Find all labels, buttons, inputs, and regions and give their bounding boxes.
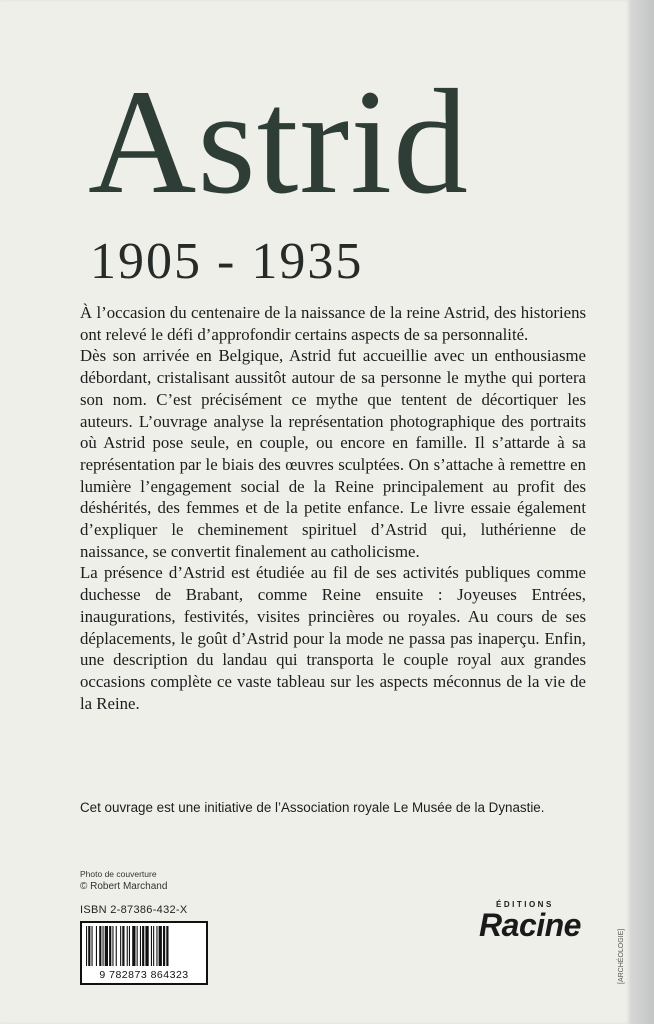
collection-mark-text: [ARCHÉOLOGIE] — [618, 928, 625, 984]
barcode-bar — [88, 926, 90, 966]
barcode-bar — [137, 926, 138, 966]
barcode-bar — [140, 926, 141, 966]
barcode-bar — [156, 926, 157, 966]
barcode-bar — [109, 926, 111, 966]
blurb — [80, 302, 586, 714]
barcode-bars — [86, 926, 202, 966]
barcode-bar — [127, 926, 128, 966]
barcode-bar — [96, 926, 97, 966]
publisher-editions: ÉDITIONS — [496, 900, 554, 909]
photo-credit-label: Photo de couverture — [80, 869, 157, 879]
barcode-bar — [92, 926, 93, 966]
barcode-bar — [159, 926, 162, 966]
barcode-bar — [105, 926, 108, 966]
collection-mark — [618, 912, 628, 992]
barcode-bar — [99, 926, 101, 966]
barcode-bar — [122, 926, 124, 966]
blurb-paragraph-3: La présence d’Astrid est étudiée au fil de ses activités publiques comme duchesse de Brabant, comme Reine ensuite : Joyeuses Entrées, inaugurations, festivités, visites princières ou royales. Au cours de ses déplacements, le goût d’Astrid pour la mode ne passa pas inaperçu. Enfin, une description du landau qui transporta le couple royal aux grandes occasions complète ce vaste tableau sur les aspects méconnus de la vie de la Reine. — [80, 563, 586, 713]
barcode-bar — [145, 926, 148, 966]
photo-credit — [80, 868, 167, 894]
isbn: ISBN 2-87386-432-X — [80, 904, 188, 916]
publisher-name: Racine — [479, 907, 581, 943]
barcode-bar — [151, 926, 152, 966]
barcode-bar — [129, 926, 130, 966]
barcode — [80, 921, 208, 985]
barcode-bar — [166, 926, 168, 966]
barcode-bar — [86, 926, 87, 966]
book-title: Astrid — [88, 59, 469, 225]
barcode-bar — [120, 926, 121, 966]
photo-credit-name: © Robert Marchand — [80, 881, 168, 892]
page-edge — [630, 0, 654, 1024]
blurb-paragraph-2: Dès son arrivée en Belgique, Astrid fut accueillie avec un enthousiasme débordant, cristalisant aussitôt autour de sa personne le mythe qui portera son nom. C’est précisément ce mythe que tentent de décortiquer les auteurs. L’ouvrage analyse la représentation photographique des portraits où Astrid pose seule, en couple, ou encore en famille. Il s’attarde à sa représentation par le biais des œuvres sculptées. On s’attache à remettre en lumière l’engagement social de la Reine principalement au profit des déshérités, des femmes et de la petite enfance. Le livre essaie également d’expliquer le cheminement spirituel d’Astrid qui, luthérienne de naissance, se convertit finalement au catholicisme. — [80, 346, 586, 561]
barcode-bar — [116, 926, 117, 966]
publisher-logo — [460, 900, 600, 943]
barcode-bar — [112, 926, 113, 966]
barcode-bar — [103, 926, 104, 966]
barcode-bar — [163, 926, 165, 966]
blurb-paragraph-1: À l’occasion du centenaire de la naissance de la reine Astrid, des historiens ont relevé le défi d’approfondir certains aspects de sa personnalité. — [80, 303, 586, 344]
book-years: 1905 - 1935 — [90, 233, 364, 290]
barcode-bar — [132, 926, 135, 966]
initiative-note: Cet ouvrage est une initiative de l’Association royale Le Musée de la Dynastie. — [80, 800, 545, 815]
barcode-digits: 9 782873 864323 — [99, 969, 189, 981]
barcode-bar — [142, 926, 144, 966]
barcode-bar — [153, 926, 154, 966]
